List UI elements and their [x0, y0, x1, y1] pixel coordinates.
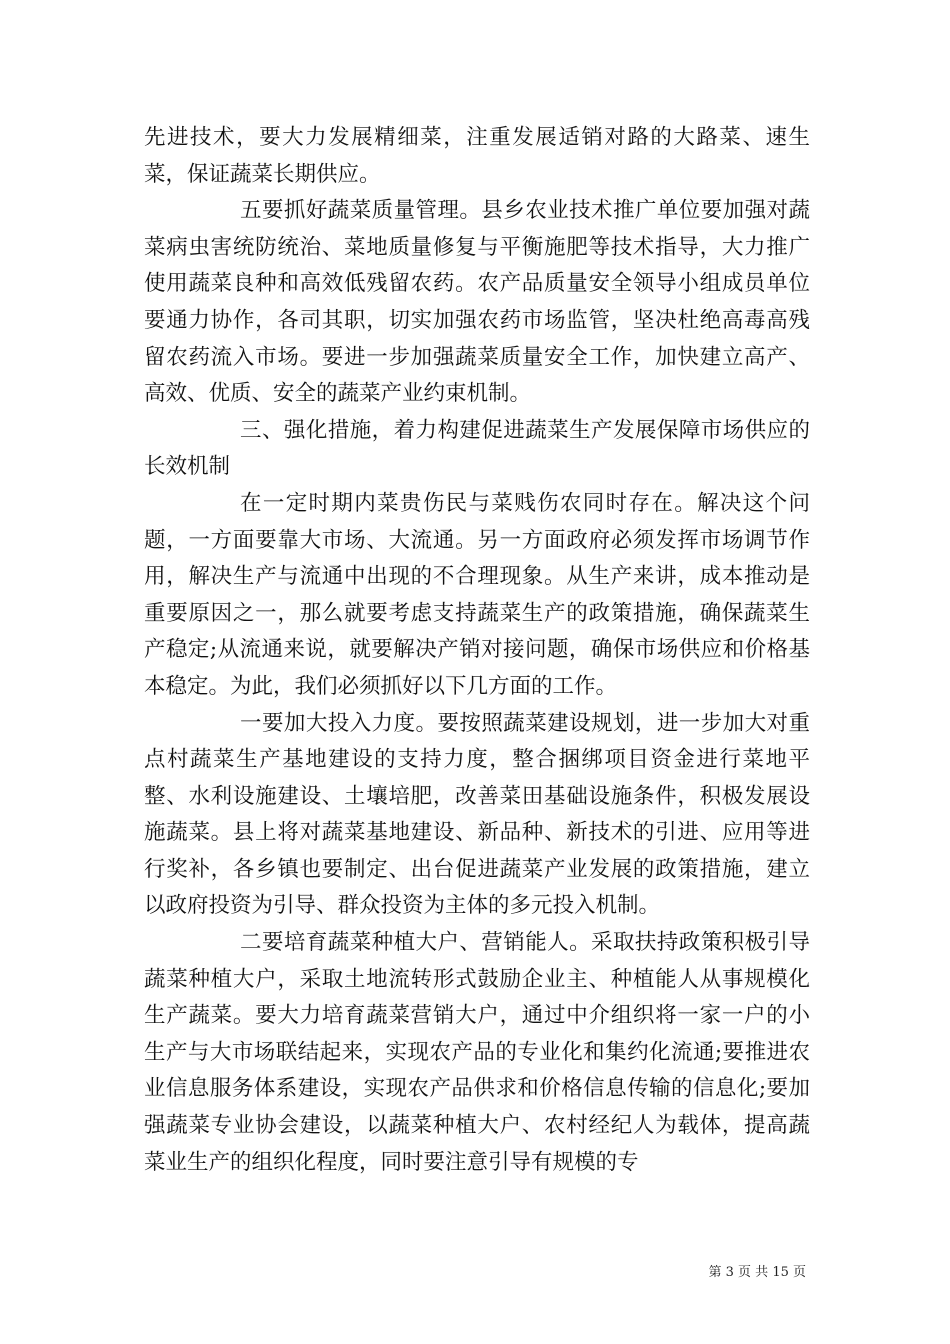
paragraph-3: 在一定时期内菜贵伤民与菜贱伤农同时存在。解决这个问题，一方面要靠大市场、大流通。另一方面政府必须发挥市场调节作用，解决生产与流通中出现的不合理现象。从生产来讲，成本推动是重要原因之一，那么就要考虑支持蔬菜生产的政策措施，确保蔬菜生产稳定;从流通来说，就要解决产销对接问题，确保市场供应和价格基本稳定。为此，我们必须抓好以下几方面的工作。	[144, 490, 810, 699]
paragraph-4: 一要加大投入力度。要按照蔬菜建设规划，进一步加大对重点村蔬菜生产基地建设的支持力度，整合捆绑项目资金进行菜地平整、水利设施建设、土壤培肥，改善菜田基础设施条件，积极发展设施蔬菜。县上将对蔬菜基地建设、新品种、新技术的引进、应用等进行奖补，各乡镇也要制定、出台促进蔬菜产业发展的政策措施，建立以政府投资为引导、群众投资为主体的多元投入机制。	[144, 710, 810, 919]
section-heading: 三、强化措施，着力构建促进蔬菜生产发展保障市场供应的长效机制	[144, 417, 810, 480]
paragraph-2: 五要抓好蔬菜质量管理。县乡农业技术推广单位要加强对蔬菜病虫害统防统治、菜地质量修复与平衡施肥等技术指导，大力推广使用蔬菜良种和高效低残留农药。农产品质量安全领导小组成员单位要通力协作，各司其职，切实加强农药市场监管，坚决杜绝高毒高残留农药流入市场。要进一步加强蔬菜质量安全工作，加快建立高产、高效、优质、安全的蔬菜产业约束机制。	[144, 198, 810, 407]
page-number: 第 3 页 共 15 页	[708, 1265, 806, 1280]
paragraph-1: 先进技术，要大力发展精细菜，注重发展适销对路的大路菜、速生菜，保证蔬菜长期供应。	[144, 125, 810, 187]
body-text	[144, 120, 810, 1181]
paragraph-5: 二要培育蔬菜种植大户、营销能人。采取扶持政策积极引导蔬菜种植大户，采取土地流转形式鼓励企业主、种植能人从事规模化生产蔬菜。要大力培育蔬菜营销大户，通过中介组织将一家一户的小生产与大市场联结起来，实现农产品的专业化和集约化流通;要推进农业信息服务体系建设，实现农产品供求和价格信息传输的信息化;要加强蔬菜专业协会建设，以蔬菜种植大户、农村经纪人为载体，提高蔬菜业生产的组织化程度，同时要注意引导有规模的专	[144, 930, 810, 1175]
